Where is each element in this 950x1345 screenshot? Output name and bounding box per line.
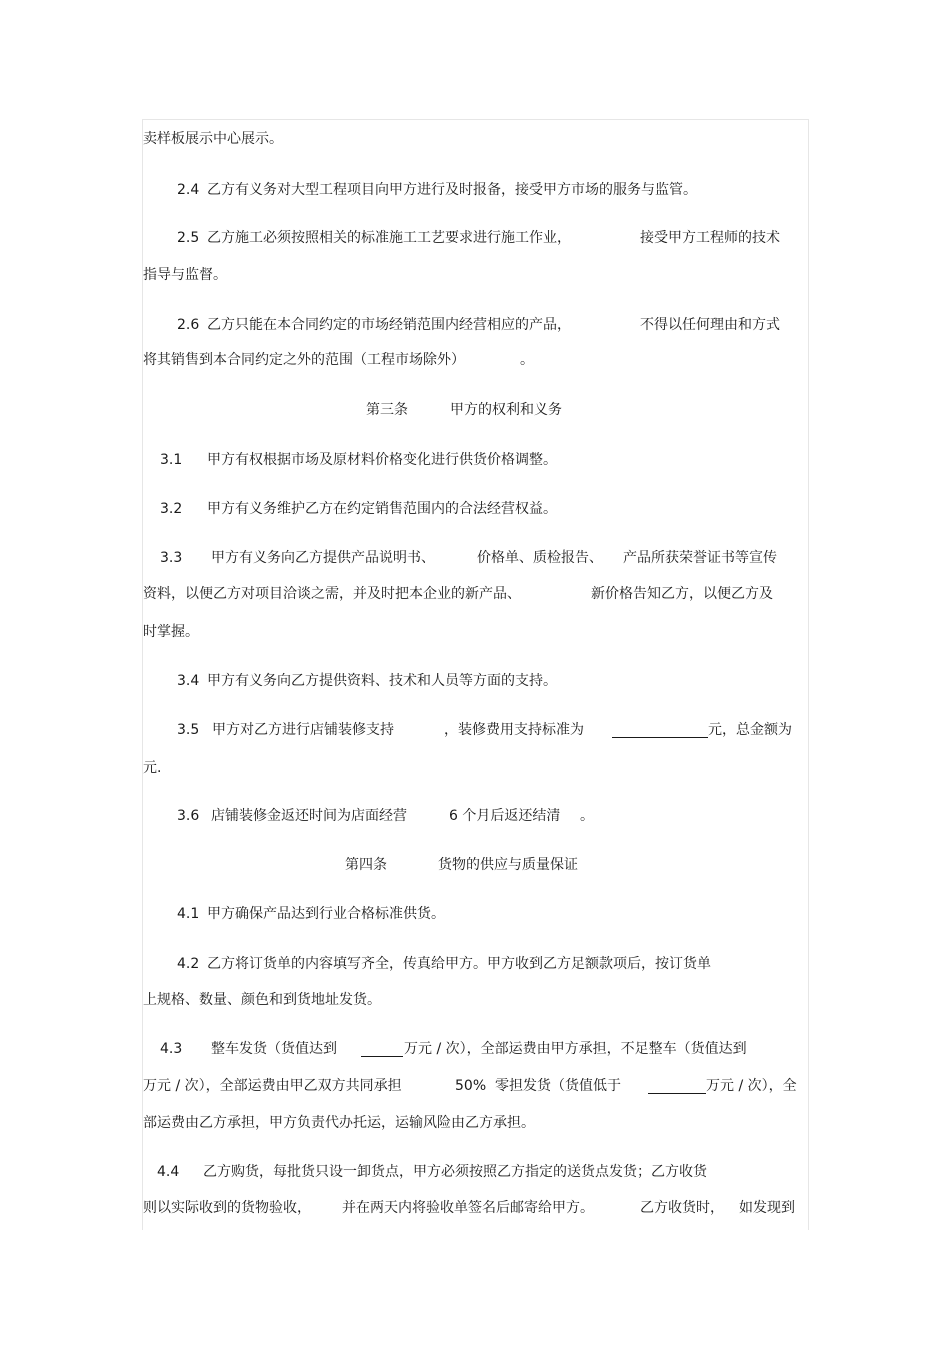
clause-text: 产品所获荣誉证书等宣传 xyxy=(623,550,777,566)
clause-number: 4.2 xyxy=(177,956,200,972)
clause-number: 2.5 xyxy=(177,230,200,246)
text-line: 将其销售到本合同约定之外的范围（工程市场除外） xyxy=(143,352,465,368)
clause-number: 2.4 xyxy=(177,182,200,198)
text-line: 零担发货（货值低于 xyxy=(495,1078,621,1094)
clause-number: 3.5 xyxy=(177,722,200,738)
clause-number: 3.4 xyxy=(177,673,200,689)
clause-text: 甲方有义务维护乙方在约定销售范围内的合法经营权益。 xyxy=(207,501,557,517)
clause-number: 3.6 xyxy=(177,808,200,824)
text-line: 并在两天内将验收单签名后邮寄给甲方。 xyxy=(342,1200,594,1216)
clause-text: 乙方有义务对大型工程项目向甲方进行及时报备，接受甲方市场的服务与监管。 xyxy=(207,182,697,198)
clause-text: 甲方有义务向乙方提供产品说明书、 xyxy=(211,550,435,566)
text-line: 指导与监督。 xyxy=(143,267,227,283)
clause-text: 乙方施工必须按照相关的标准施工工艺要求进行施工作业， xyxy=(207,230,571,246)
text-line: 乙方收货时， xyxy=(640,1200,724,1216)
amount-blank xyxy=(648,1079,706,1094)
clause-text: 价格单、质检报告、 xyxy=(477,550,603,566)
clause-text: 万元 / 次），全部运费由甲方承担，不足整车（货值达到 xyxy=(404,1041,747,1057)
clause-text: 乙方购货，每批货只设一卸货点，甲方必须按照乙方指定的送货点发货；乙方收货 xyxy=(203,1164,707,1180)
text-line: 新价格告知乙方，以便乙方及 xyxy=(591,586,773,602)
clause-number: 3.3 xyxy=(160,550,183,566)
clause-text: 。 xyxy=(580,808,594,824)
article-heading-title: 甲方的权利和义务 xyxy=(450,402,562,418)
text-line: 。 xyxy=(520,352,534,368)
clause-text: 6 个月后返还结清 xyxy=(449,808,561,824)
text-line: 万元 / 次），全部运费由甲乙双方共同承担 xyxy=(143,1078,402,1094)
clause-number: 4.3 xyxy=(160,1041,183,1057)
text-line: 50% xyxy=(455,1078,487,1094)
amount-blank xyxy=(361,1042,403,1057)
clause-text: 甲方对乙方进行店铺装修支持 xyxy=(212,722,394,738)
article-heading-number: 第三条 xyxy=(366,402,408,418)
text-line: 万元 / 次），全 xyxy=(706,1078,797,1094)
clause-number: 4.4 xyxy=(157,1164,180,1180)
clause-text: 店铺装修金返还时间为店面经营 xyxy=(211,808,407,824)
text-line: 时掌握。 xyxy=(143,624,199,640)
text-line: 卖样板展示中心展示。 xyxy=(143,131,283,147)
clause-text: 整车发货（货值达到 xyxy=(211,1041,337,1057)
amount-blank xyxy=(612,723,708,738)
clause-number: 4.1 xyxy=(177,906,200,922)
clause-text: 甲方有权根据市场及原材料价格变化进行供货价格调整。 xyxy=(207,452,557,468)
text-line: 部运费由乙方承担，甲方负责代办托运，运输风险由乙方承担。 xyxy=(143,1115,535,1131)
clause-number: 3.1 xyxy=(160,452,183,468)
text-line: 资料，以便乙方对项目洽谈之需，并及时把本企业的新产品、 xyxy=(143,586,521,602)
text-line: 上规格、数量、颜色和到货地址发货。 xyxy=(143,992,381,1008)
text-line: 则以实际收到的货物验收， xyxy=(143,1200,311,1216)
text-line: 如发现到 xyxy=(739,1200,795,1216)
clause-text: 甲方确保产品达到行业合格标准供货。 xyxy=(207,906,445,922)
article-heading-title: 货物的供应与质量保证 xyxy=(438,857,578,873)
clause-number: 2.6 xyxy=(177,317,200,333)
clause-number: 3.2 xyxy=(160,501,183,517)
clause-text: 甲方有义务向乙方提供资料、技术和人员等方面的支持。 xyxy=(207,673,557,689)
clause-text: 接受甲方工程师的技术 xyxy=(640,230,780,246)
clause-text: ，装修费用支持标准为 xyxy=(444,722,584,738)
clause-text: 不得以任何理由和方式 xyxy=(640,317,780,333)
clause-text: 元，总金额为 xyxy=(708,722,792,738)
text-line: 元. xyxy=(143,760,162,776)
clause-text: 乙方只能在本合同约定的市场经销范围内经营相应的产品， xyxy=(207,317,571,333)
article-heading-number: 第四条 xyxy=(345,857,387,873)
clause-text: 乙方将订货单的内容填写齐全，传真给甲方。甲方收到乙方足额款项后，按订货单 xyxy=(207,956,711,972)
